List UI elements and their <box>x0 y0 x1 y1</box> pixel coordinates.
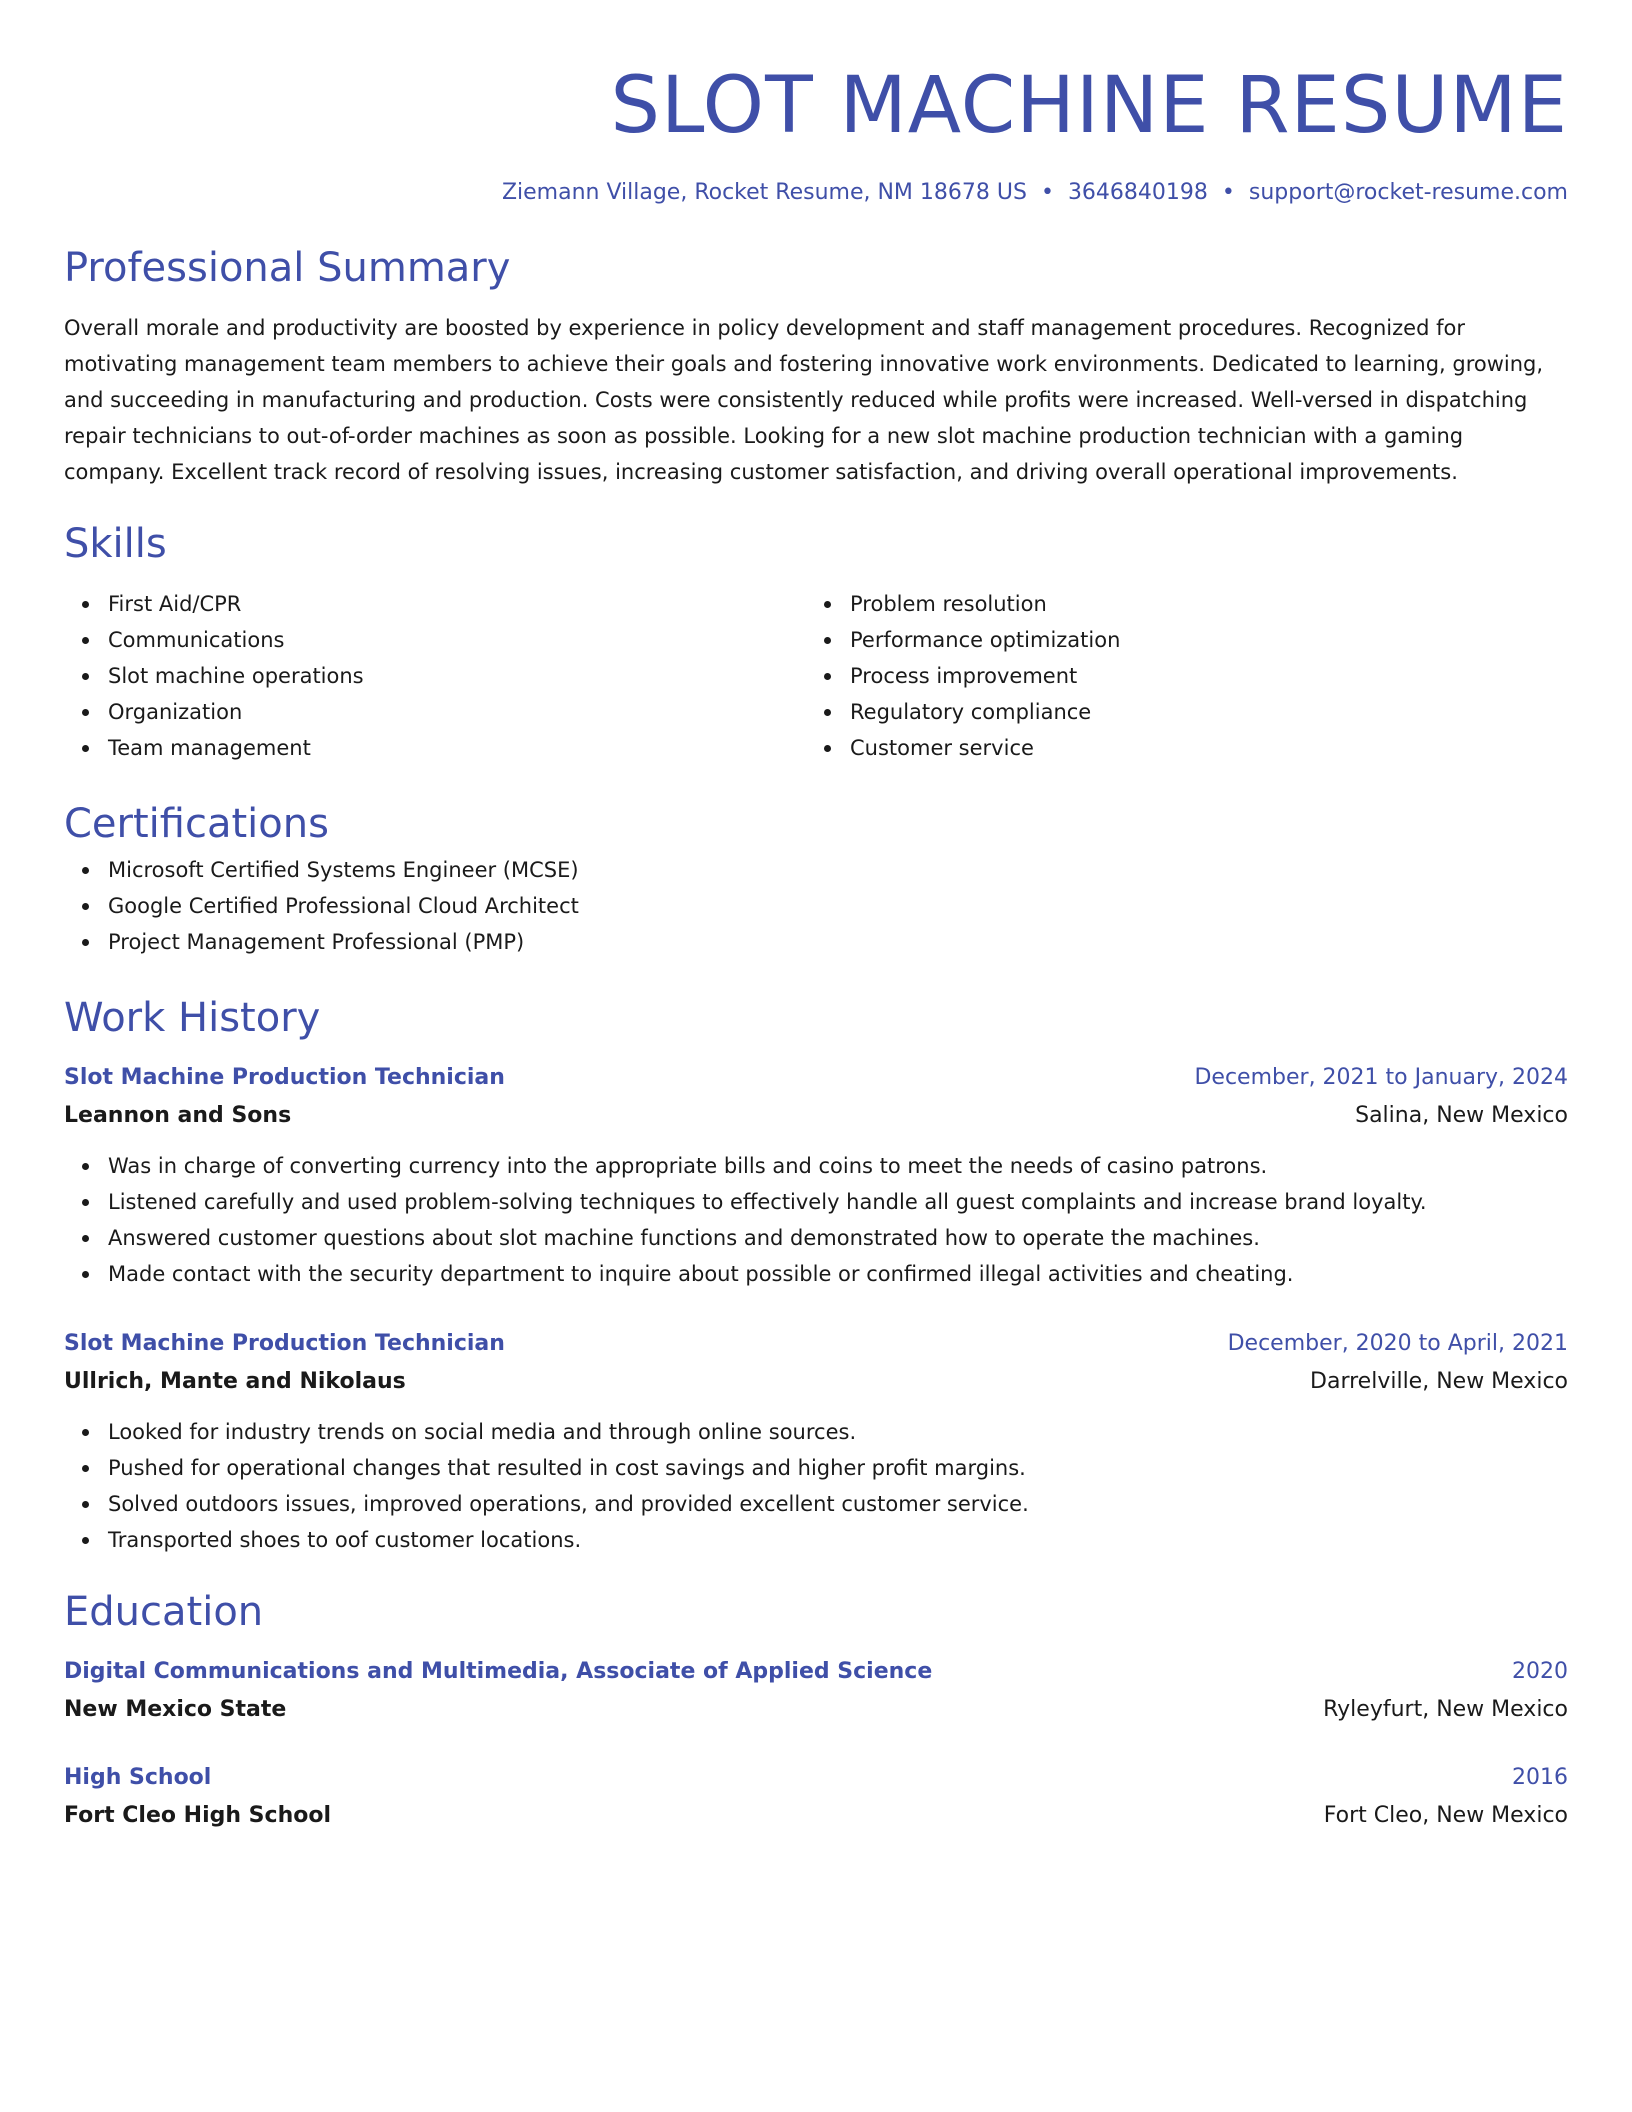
contact-line <box>64 176 1568 210</box>
education-year: 2016 <box>1512 1765 1568 1790</box>
job-location: Darrelville, New Mexico <box>1310 1369 1568 1394</box>
education-school-row <box>64 1796 1568 1836</box>
certification-item: Project Management Professional (PMP) <box>108 924 1568 960</box>
resume-name: SLOT MACHINE RESUME <box>610 61 1568 151</box>
contact-email[interactable]: support@rocket-resume.com <box>1248 180 1568 205</box>
education-degree: Digital Communications and Multimedia, Associate of Applied Science <box>64 1659 933 1684</box>
job-bullet: Pushed for operational changes that resulted in cost savings and higher profit margins. <box>108 1450 1568 1486</box>
job-bullet: Listened carefully and used problem-solving techniques to effectively handle all guest complaints and increase brand loyalty. <box>108 1184 1568 1220</box>
education-school: New Mexico State <box>64 1697 287 1722</box>
certifications-heading: Certifications <box>64 801 329 847</box>
education-header-row <box>64 1760 1568 1796</box>
certification-item: Microsoft Certified Systems Engineer (MCSE) <box>108 852 1568 888</box>
work-history-heading: Work History <box>64 995 321 1041</box>
job-dates: December, 2021 to January, 2024 <box>1194 1065 1568 1090</box>
job-role: Slot Machine Production Technician <box>64 1065 505 1090</box>
job-entry <box>64 1060 1568 1292</box>
education-location: Ryleyfurt, New Mexico <box>1323 1697 1568 1722</box>
skills-column-right <box>806 586 1548 766</box>
job-bullet: Transported shoes to oof customer locations. <box>108 1522 1568 1558</box>
skill-item: Regulatory compliance <box>850 694 1548 730</box>
contact-phone: 3646840198 <box>1067 180 1208 205</box>
education-year: 2020 <box>1512 1659 1568 1684</box>
education-entry <box>64 1760 1568 1836</box>
skill-item: First Aid/CPR <box>108 586 806 622</box>
contact-separator: • <box>1221 180 1235 205</box>
skills-heading: Skills <box>64 521 167 567</box>
skill-item: Problem resolution <box>850 586 1548 622</box>
job-header-row <box>64 1060 1568 1096</box>
job-bullets <box>64 1414 1568 1558</box>
education-heading: Education <box>64 1589 264 1635</box>
job-company-row <box>64 1362 1568 1402</box>
job-company: Ullrich, Mante and Nikolaus <box>64 1369 406 1394</box>
skill-item: Slot machine operations <box>108 658 806 694</box>
job-dates: December, 2020 to April, 2021 <box>1227 1331 1568 1356</box>
skill-item: Performance optimization <box>850 622 1548 658</box>
certification-item: Google Certified Professional Cloud Architect <box>108 888 1568 924</box>
summary-heading: Professional Summary <box>64 245 511 291</box>
skills-grid <box>64 586 1568 766</box>
skill-item: Customer service <box>850 730 1548 766</box>
job-bullet: Made contact with the security department to inquire about possible or confirmed illegal activities and cheating. <box>108 1256 1568 1292</box>
job-company-row <box>64 1096 1568 1136</box>
education-school-row <box>64 1690 1568 1730</box>
skill-item: Process improvement <box>850 658 1548 694</box>
job-bullet: Looked for industry trends on social media and through online sources. <box>108 1414 1568 1450</box>
summary-text: Overall morale and productivity are boosted by experience in policy development and staff management procedures. Recognized for motivating management team members to achieve their goals and fostering innovative work environments. Dedicated to learning, growing, and succeeding in manufacturing and production. Costs were consistently reduced while profits were increased. Well-versed in dispatching repair technicians to out-of-order machines as soon as possible. Looking for a new slot machine production technician with a gaming company. Excellent track record of resolving issues, increasing customer satisfaction, and driving overall operational improvements. <box>64 316 1544 484</box>
resume-page <box>64 56 1568 1836</box>
education-entry <box>64 1654 1568 1730</box>
job-bullet: Answered customer questions about slot machine functions and demonstrated how to operate the machines. <box>108 1220 1568 1256</box>
education-school: Fort Cleo High School <box>64 1803 331 1828</box>
certifications-list <box>64 852 1568 960</box>
education-header-row <box>64 1654 1568 1690</box>
contact-separator: • <box>1040 180 1054 205</box>
skill-item: Team management <box>108 730 806 766</box>
skills-column-left <box>64 586 806 766</box>
job-header-row <box>64 1326 1568 1362</box>
job-company: Leannon and Sons <box>64 1103 292 1128</box>
education-location: Fort Cleo, New Mexico <box>1323 1803 1568 1828</box>
skill-item: Organization <box>108 694 806 730</box>
job-bullet: Was in charge of converting currency into the appropriate bills and coins to meet the needs of casino patrons. <box>108 1148 1568 1184</box>
job-bullets <box>64 1148 1568 1292</box>
job-entry <box>64 1326 1568 1558</box>
job-role: Slot Machine Production Technician <box>64 1331 505 1356</box>
job-location: Salina, New Mexico <box>1355 1103 1568 1128</box>
skill-item: Communications <box>108 622 806 658</box>
job-bullet: Solved outdoors issues, improved operations, and provided excellent customer service. <box>108 1486 1568 1522</box>
contact-address: Ziemann Village, Rocket Resume, NM 18678 US <box>501 180 1027 205</box>
education-degree: High School <box>64 1765 212 1790</box>
